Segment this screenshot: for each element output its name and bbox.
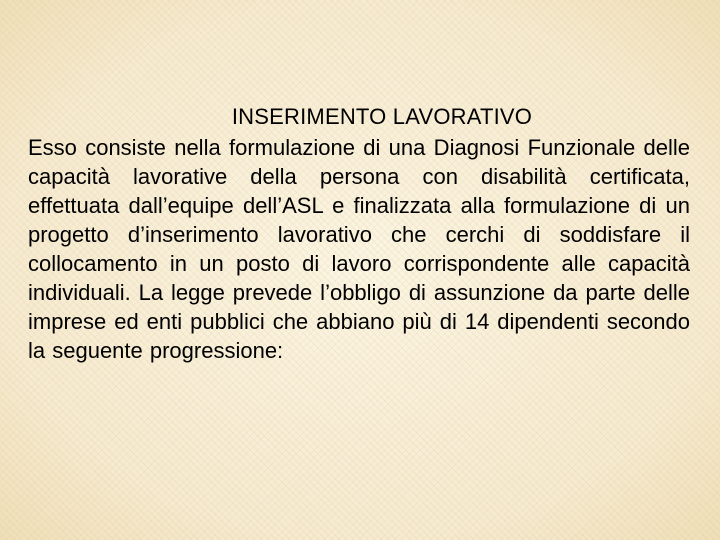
slide-body-text: Esso consiste nella formulazione di una Diagnosi Funzionale delle capacità lavorative della persona con disabilità certificata, effettuata dall’equipe dell’ASL e finalizzata alla formulazione di un progetto d’inserimento lavorativo che cerchi di soddisfare il collocamento in un posto di lavoro corrispondente alle capacità individuali. La legge prevede l’obbligo di assunzione da parte delle imprese ed enti pubblici che abbiano più di 14 dipendenti secondo la seguente progressione: xyxy=(28,135,690,363)
slide-title: INSERIMENTO LAVORATIVO xyxy=(231,104,533,129)
slide-content xyxy=(28,100,690,365)
